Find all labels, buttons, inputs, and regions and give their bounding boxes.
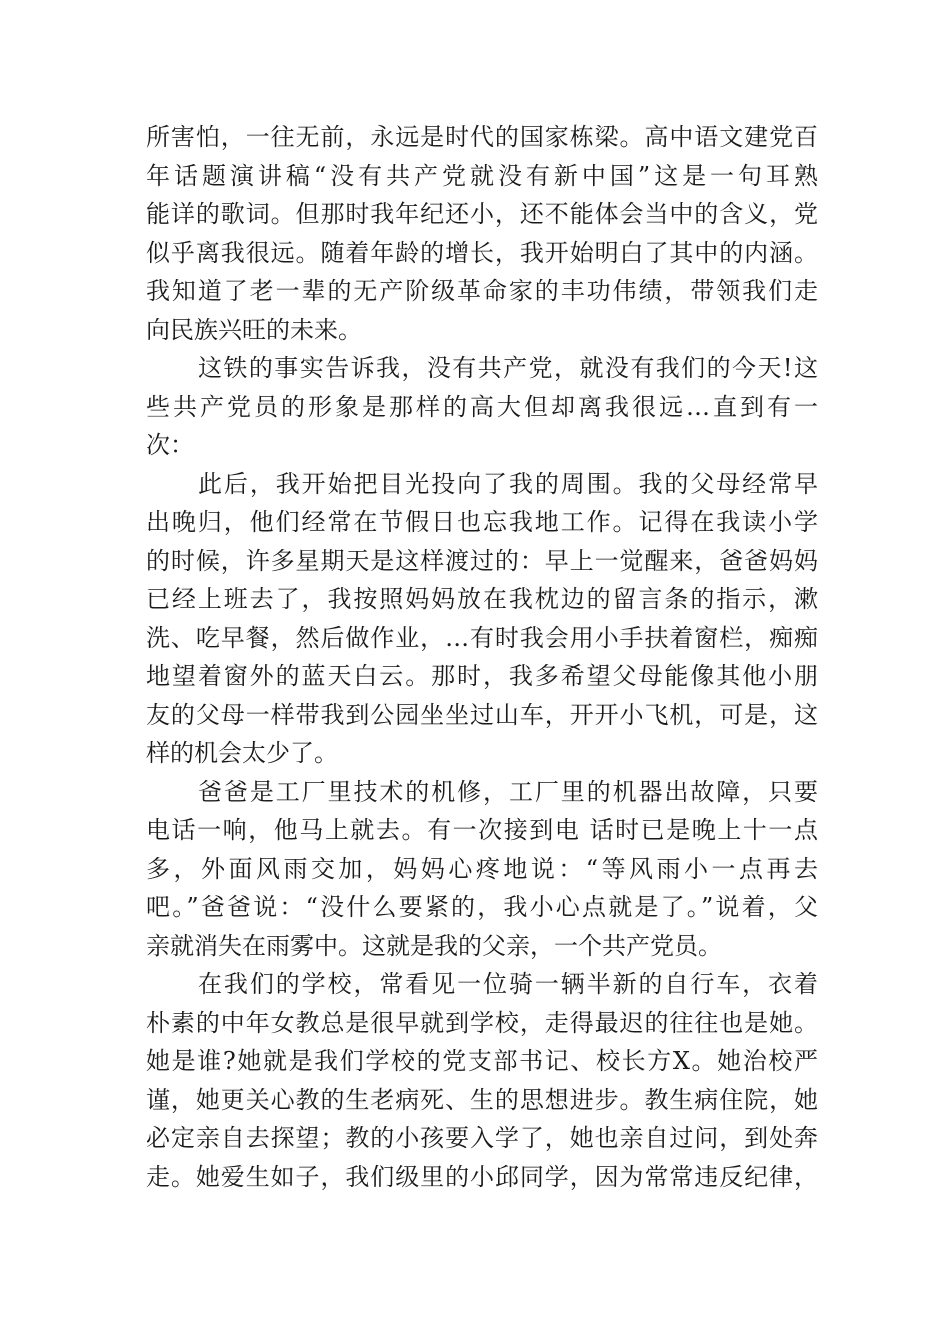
- text-line: 亲就消失在雨雾中。这就是我的父亲，一个共产党员。: [146, 931, 722, 960]
- paragraph-start-line: 此后，我开始把目光投向了我的周围。我的父母经常早: [198, 469, 818, 498]
- paragraph-start-line: 爸爸是工厂里技术的机修，工厂里的机器出故障，只要: [198, 777, 818, 806]
- text-line: 的时候，许多星期天是这样渡过的：早上一觉醒来，爸爸妈妈: [146, 546, 818, 575]
- text-line: 已经上班去了，我按照妈妈放在我枕边的留言条的指示，漱: [146, 585, 818, 613]
- text-line: 必定亲自去探望；教的小孩要入学了，她也亲自过问，到处奔: [146, 1124, 818, 1152]
- text-line: 年话题演讲稿“没有共产党就没有新中国”这是一句耳熟: [146, 161, 818, 190]
- text-line: 电话一响，他马上就去。有一次接到电 话时已是晚上十一点: [146, 816, 818, 844]
- text-line: 我知道了老一辈的无产阶级革命家的丰功伟绩，带领我们走: [146, 277, 818, 305]
- document-body: [146, 118, 818, 1196]
- text-line: 些共产党员的形象是那样的高大但却离我很远…直到有一: [146, 392, 818, 421]
- paragraph-start-line: 在我们的学校，常看见一位骑一辆半新的自行车，衣着: [198, 970, 818, 998]
- text-line: 次：: [146, 431, 194, 459]
- text-line: 所害怕，一往无前，永远是时代的国家栋梁。高中语文建党百: [146, 123, 818, 151]
- text-line: 似乎离我很远。随着年龄的增长，我开始明白了其中的内涵。: [146, 238, 818, 267]
- text-line: 出晚归，他们经常在节假日也忘我地工作。记得在我读小学: [146, 508, 818, 536]
- text-line: 走。她爱生如子，我们级里的小邱同学，因为常常违反纪律，: [146, 1162, 818, 1191]
- text-line: 多，外面风雨交加，妈妈心疼地说：“等风雨小一点再去: [146, 854, 818, 883]
- text-line: 样的机会太少了。: [146, 739, 338, 767]
- text-line: 地望着窗外的蓝天白云。那时，我多希望父母能像其他小朋: [146, 662, 818, 690]
- text-line: 她是谁?她就是我们学校的党支部书记、校长方X。她治校严: [146, 1047, 818, 1075]
- text-line: 向民族兴旺的未来。: [146, 315, 362, 344]
- paragraph-start-line: 这铁的事实告诉我，没有共产党，就没有我们的今天!这: [198, 354, 818, 382]
- text-line: 能详的歌词。但那时我年纪还小，还不能体会当中的含义，党: [146, 200, 818, 228]
- text-line: 洗、吃早餐，然后做作业，…有时我会用小手扶着窗栏，痴痴: [146, 623, 818, 652]
- text-line: 朴素的中年女教总是很早就到学校，走得最迟的往往也是她。: [146, 1008, 818, 1037]
- text-line: 谨，她更关心教的生老病死、生的思想进步。教生病住院，她: [146, 1085, 818, 1114]
- text-line: 吧。”爸爸说：“没什么要紧的，我小心点就是了。”说着，父: [146, 893, 818, 921]
- text-line: 友的父母一样带我到公园坐坐过山车，开开小飞机，可是，这: [146, 700, 818, 729]
